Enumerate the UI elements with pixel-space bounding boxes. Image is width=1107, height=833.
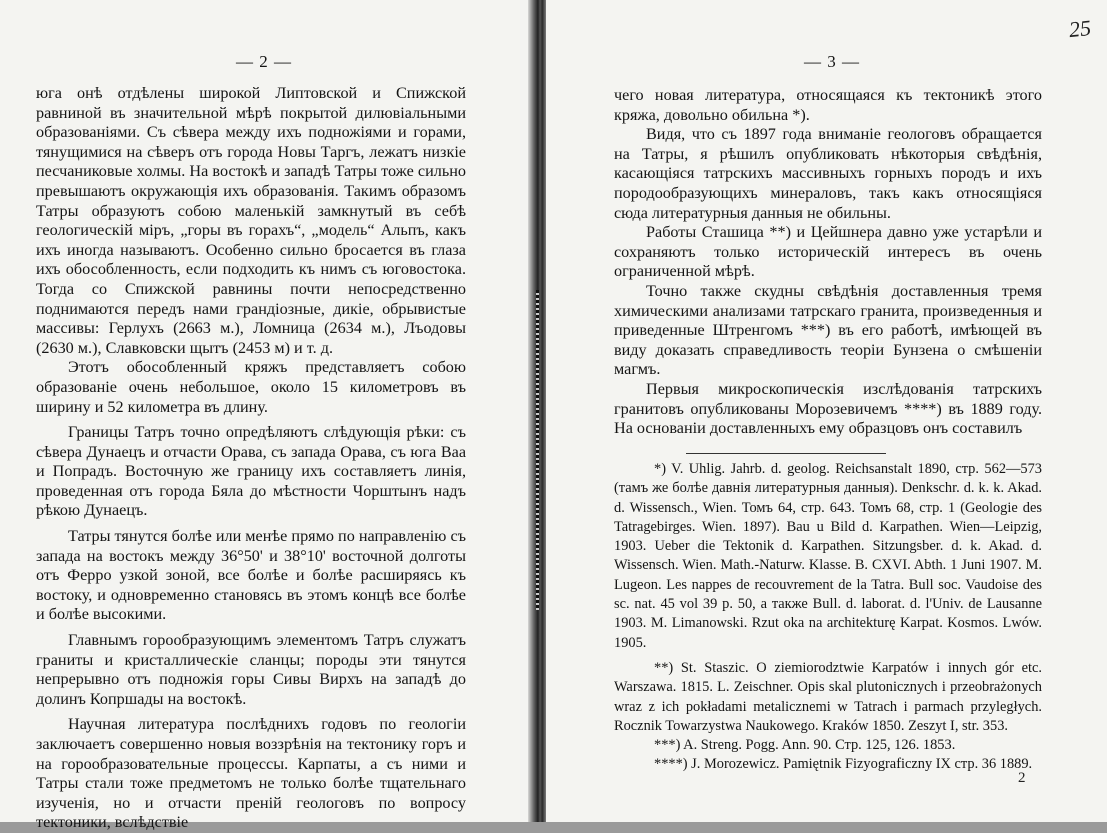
paragraph: Главнымъ горообразующимъ элементомъ Татръ служатъ граниты и кристаллическіе сланцы; породы эти тянутся непрерывно отъ подножія горы Сивы Вирхъ на западѣ до долинъ Копршады на востокѣ. [36, 631, 466, 708]
right-page [546, 0, 1107, 822]
paragraph: Научная литература послѣднихъ годовъ по геологіи заключаетъ совершенно новыя воззрѣнія на тектонику горъ и на горообразовательные процессы. Карпаты, а съ ними и Татры стали тоже предметомъ не только болѣе тщательнаго изученія, но и отчасти преній геологовъ по вопросу тектоники, вслѣдствіе [36, 715, 466, 832]
paragraph: Точно также скудны свѣдѣнія доставленныя тремя химическими анализами татрскаго гранита, произведенныя и приведенные Штренгомъ ***) въ его работѣ, имѣющей въ виду доказать справедливость теоріи Бунзена о смѣшеніи магмъ. [614, 281, 1042, 379]
body-text [36, 84, 466, 833]
paragraph: юга онѣ отдѣлены широкой Липтовской и Спижской равниной въ значительной мѣрѣ покрытой дилювіальными образованіями. Съ сѣвера между ихъ подножіями и горами, тянущимися на сѣверъ отъ города Новы Таргъ, лежатъ низкіе песчаниковые холмы. На востокѣ и западѣ Татры тоже сильно превышаютъ окружающія ихъ образованія. Такимъ образомъ Татры образуютъ собою маленькій замкнутый въ себѣ геологическій міръ, „горы въ горахъ“, „модель“ Альпъ, какъ ихъ иногда называютъ. Особенно сильно бросается въ глаза ихъ обособленность, если подходить къ нимъ съ юговостока. Тогда со Спижской равнины почти непосредственно поднимаются передъ нами грандіозные, дикіе, обрывистые массивы: Герлухъ (2663 м.), Ломница (2634 м.), Лъодовы (2630 м.), Славковски щытъ (2453 м) и т. д. [36, 84, 466, 357]
paragraph: Этотъ обособленный кряжъ представляетъ собою образованіе очень небольшое, около 15 километровъ въ ширину и 52 километра въ длину. [36, 358, 466, 416]
paragraph: чего новая литература, относящаяся къ тектоникѣ этого кряжа, довольно обильна *). [614, 86, 1042, 124]
page-number: — 2 — [236, 52, 292, 71]
paragraph: Татры тянутся болѣе или менѣе прямо по направленію съ запада на востокъ между 36°50' и 38°10' восточной долготы отъ Ферро узкой зоной, все болѣе и болѣе расширяясь къ востоку, и одновременно становясь въ этомъ концѣ все болѣе и болѣе высокими. [36, 527, 466, 624]
footnote: ***) A. Streng. Pogg. Ann. 90. Стр. 125, 126. 1853. [654, 737, 956, 754]
footnote: ****) J. Morozewicz. Pamiętnik Fizyograficzny IX стр. 36 1889. [654, 756, 1033, 773]
corner-mark: 2 [1018, 770, 1026, 786]
footnote-rule [686, 453, 886, 454]
paragraph: Работы Сташица **) и Цейшнера давно уже устарѣли и сохраняютъ только историческій интересъ въ очень ограниченной мѣрѣ. [614, 223, 1042, 281]
paragraph: Видя, что съ 1897 года вниманіе геологовъ обращается на Татры, я рѣшилъ опубликовать нѣкоторыя свѣдѣнія, касающіяся татрскихъ массивныхъ горныхъ породъ и ихъ породообразующихъ минераловъ, такъ какъ относящіяся сюда литературныя данныя не обильны. [614, 125, 1042, 222]
footnote: **) St. Staszic. O ziemiorodztwie Karpatów i innych gór etc. Warszawa. 1815. L. Zeischner. Opis skal plutonicznych i przeobrażonych wraz z ich pokładami metalicznemi w Tatrach i parmach przyległych. Rocznik Towarzystwa Naukowego. Kraków 1850. Zeszyt I, str. 353. [614, 659, 1042, 734]
body-text [614, 86, 1042, 439]
binding-stitch [536, 290, 539, 610]
footnote: *) V. Uhlig. Jahrb. d. geolog. Reichsanstalt 1890, стр. 562—573 (тамъ же болѣе давнія литературныя данныя). Denkschr. d. k. k. Akad. d. Wissensch., Wien. Томъ 64, стр. 643. Томъ 68, стр. 1 (Geologie des Tatragebirges. Wien. 1897). Bau u Bild d. Karpathen. Wien—Leipzig, 1903. Ueber die Tektonik d. Karpathen. Sitzungsber. d. k. Akad. d. Wissensch. Wien. Math.-Naturw. Klasse. B. CXVI. Abth. 1 Juni 1907. M. Lugeon. Les nappes de recouvrement de la Tatra. Bull soc. Vaudoise des sc. nat. 45 vol 39 p. 50, а также Bull. d. laborat. d. l'Univ. de Lausanne 1903. M. Limanowski. Rzut oka na architekturę Karpat. Kosmos. Lwów. 1905. [614, 461, 1042, 651]
left-page [0, 0, 532, 832]
paragraph: Границы Татръ точно опредѣляютъ слѣдующія рѣки: съ сѣвера Дунаецъ и отчасти Орава, съ запада Орава, съ юга Ваа и Попрадъ. Восточную же границу ихъ составляетъ линія, проведенная отъ города Бяла до мѣстности Чорштынъ надъ рѣкою Дунаецъ. [36, 423, 466, 520]
page-number: — 3 — [804, 52, 860, 71]
handwritten-page-mark: 25 [1067, 14, 1093, 43]
paragraph: Первыя микроскопическія изслѣдованія татрскихъ гранитовъ опубликованы Морозевичемъ ****) въ 1889 году. На основаніи доставленныхъ ему образцовъ онъ составилъ [614, 379, 1042, 438]
footnotes [614, 460, 1042, 775]
